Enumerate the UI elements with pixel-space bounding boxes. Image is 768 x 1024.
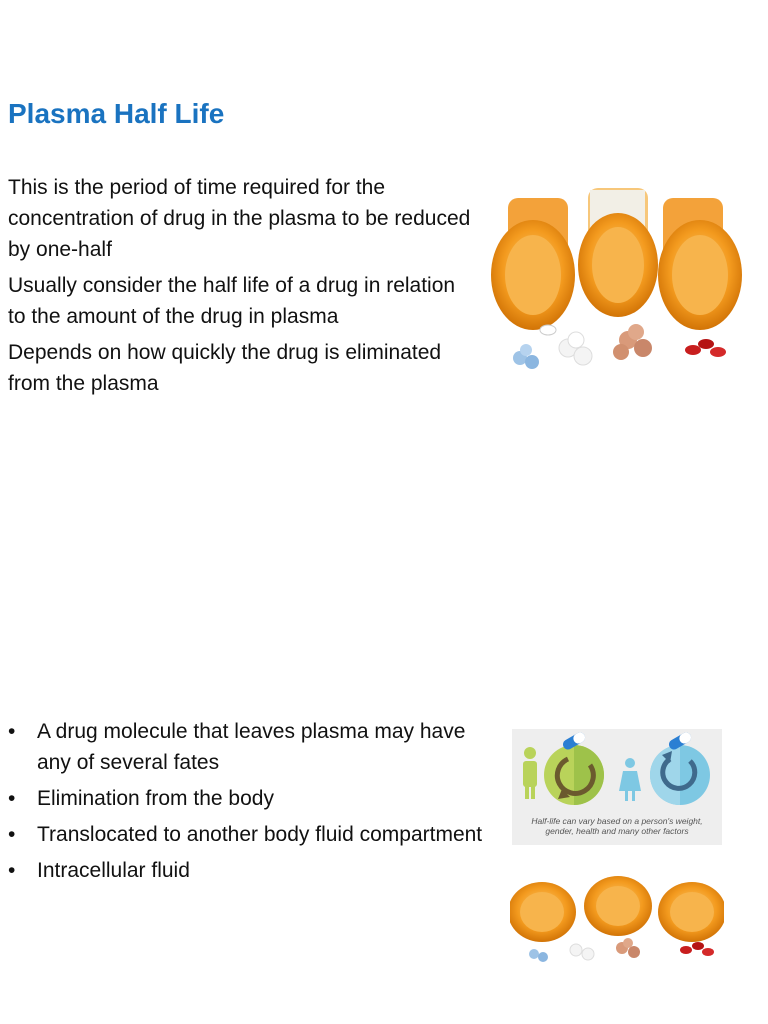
pill-bottles-image-small — [510, 870, 724, 964]
bullet-icon: • — [8, 859, 16, 882]
infographic-caption-line-2: gender, health and many other factors — [545, 826, 689, 836]
fates-bullet-list — [8, 716, 488, 891]
list-item: • A drug molecule that leaves plasma may have any of several fates — [8, 716, 488, 778]
paragraph-relation: Usually consider the half life of a drug in relation to the amount of the drug in plasma — [8, 274, 456, 328]
bullet-icon: • — [8, 823, 16, 846]
bullet-icon: • — [8, 720, 16, 743]
half-life-infographic — [512, 729, 722, 845]
bullet-icon: • — [8, 787, 16, 810]
paragraph-definition: This is the period of time required for the concentration of drug in the plasma to be reduced by one-half — [8, 176, 471, 261]
list-item: • Elimination from the body — [8, 783, 488, 814]
infographic-caption — [512, 816, 722, 836]
list-item: • Intracellular fluid — [8, 855, 488, 886]
infographic-caption-line-1: Half-life can vary based on a person's weight, — [531, 816, 703, 826]
list-item: • Translocated to another body fluid compartment — [8, 819, 488, 850]
page-title: Plasma Half Life — [8, 98, 225, 129]
paragraph-elimination: Depends on how quickly the drug is eliminated from the plasma — [8, 341, 442, 395]
pill-bottles-image — [488, 180, 744, 380]
